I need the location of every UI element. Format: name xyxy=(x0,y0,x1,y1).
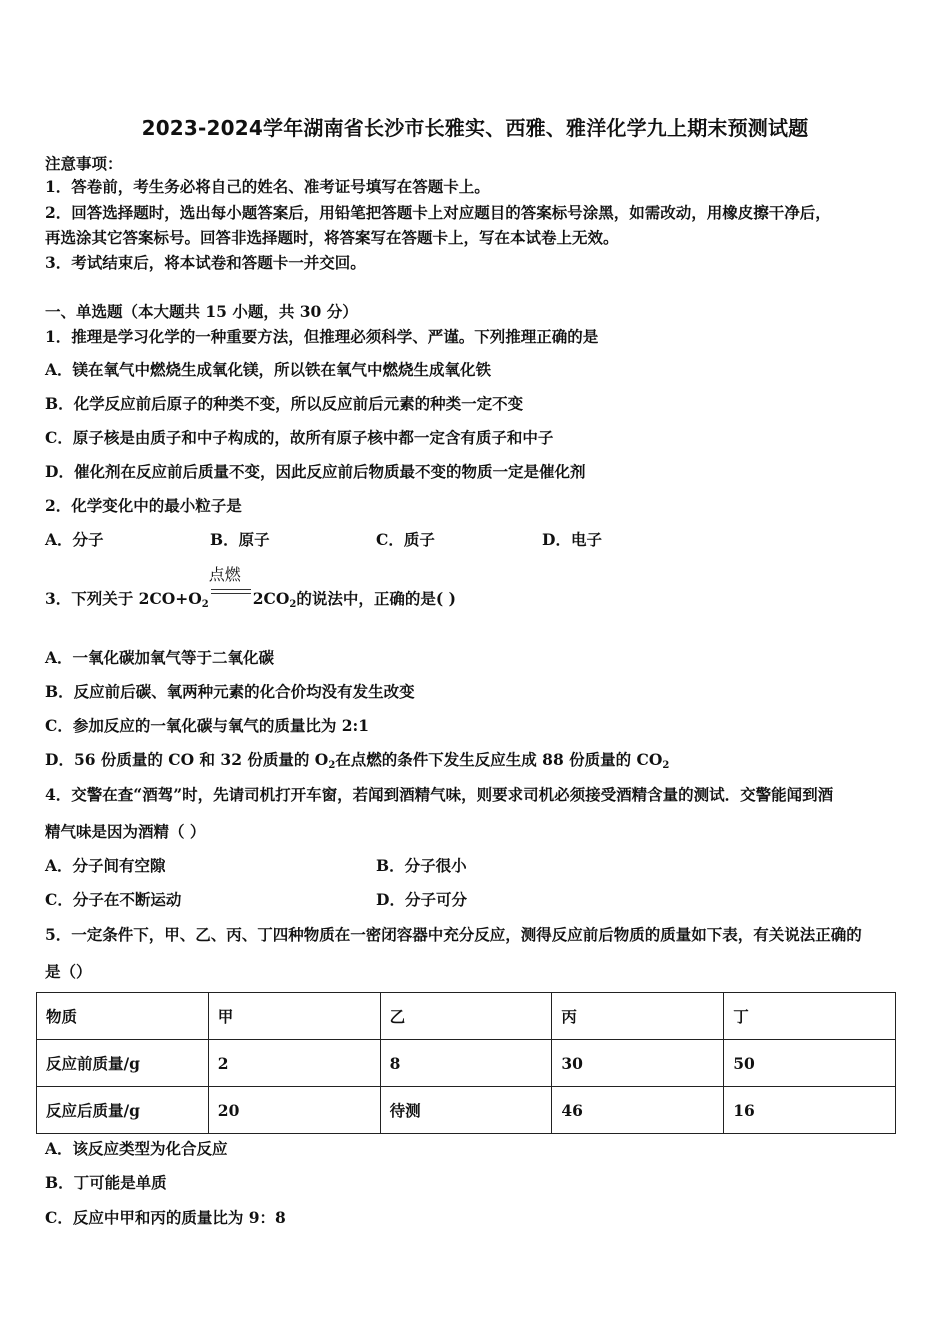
table-cell: 30 xyxy=(552,1040,724,1087)
section-heading: 一、单选题（本大题共 15 小题，共 30 分） xyxy=(45,302,358,321)
table-row xyxy=(37,993,896,1040)
table-row xyxy=(37,1040,896,1087)
table-cell: 16 xyxy=(724,1087,896,1134)
notice-item-2: 2．回答选择题时，选出每小题答案后，用铅笔把答题卡上对应题目的答案标号涂黑，如需改动，用橡皮擦干净后， xyxy=(45,203,831,222)
q3-sub-2: 2 xyxy=(289,599,297,610)
table-cell: 甲 xyxy=(208,993,380,1040)
q4-option-a: A．分子间有空隙 xyxy=(45,856,166,875)
table-cell: 待测 xyxy=(380,1087,552,1134)
table-row xyxy=(37,1087,896,1134)
table-cell: 2 xyxy=(208,1040,380,1087)
q3-option-d-sub-2: 2 xyxy=(662,760,670,771)
q5-option-a: A．该反应类型为化合反应 xyxy=(45,1139,228,1158)
q3-option-b: B．反应前后碳、氧两种元素的化合价均没有发生改变 xyxy=(45,682,415,701)
page-title: 2023-2024学年湖南省长沙市长雅实、西雅、雅洋化学九上期末预测试题 xyxy=(141,116,809,140)
q4-option-c: C．分子在不断运动 xyxy=(45,890,182,909)
q4-option-d: D．分子可分 xyxy=(376,890,467,909)
table-cell: 50 xyxy=(724,1040,896,1087)
q1-stem: 1．推理是学习化学的一种重要方法，但推理必须科学、严谨。下列推理正确的是 xyxy=(45,327,599,346)
table-cell: 46 xyxy=(552,1087,724,1134)
q3-stem xyxy=(45,565,456,615)
q5-option-b: B．丁可能是单质 xyxy=(45,1173,167,1192)
q1-option-c: C．原子核是由质子和中子构成的，故所有原子核中都一定含有质子和中子 xyxy=(45,428,554,447)
table-cell: 20 xyxy=(208,1087,380,1134)
q4-stem-line-2: 精气味是因为酒精（ ） xyxy=(45,822,206,841)
q2-option-a: A．分子 xyxy=(45,530,104,549)
table-cell: 物质 xyxy=(37,993,209,1040)
q3-option-c: C．参加反应的一氧化碳与氧气的质量比为 2:1 xyxy=(45,716,370,735)
q3-stem-suffix: 的说法中，正确的是( ) xyxy=(296,589,456,608)
notice-item-3: 3．考试结束后，将本试卷和答题卡一并交回。 xyxy=(45,253,366,272)
table-cell: 反应前质量/g xyxy=(37,1040,209,1087)
q3-option-d-sub-1: 2 xyxy=(328,760,336,771)
q1-option-a: A．镁在氧气中燃烧生成氧化镁，所以铁在氧气中燃烧生成氧化铁 xyxy=(45,360,492,379)
table-cell: 乙 xyxy=(380,993,552,1040)
q4-option-b: B．分子很小 xyxy=(376,856,467,875)
q3-sub-1: 2 xyxy=(201,599,209,610)
notice-item-2-cont: 再选涂其它答案标号。回答非选择题时，将答案写在答题卡上，写在本试卷上无效。 xyxy=(45,228,619,247)
q3-product: 2CO xyxy=(252,589,290,608)
table-cell: 反应后质量/g xyxy=(37,1087,209,1134)
notice-item-1: 1．答卷前，考生务必将自己的姓名、准考证号填写在答题卡上。 xyxy=(45,177,490,196)
equation-arrow xyxy=(208,565,251,609)
mass-table xyxy=(36,992,896,1134)
q1-option-d: D．催化剂在反应前后质量不变，因此反应前后物质最不变的物质一定是催化剂 xyxy=(45,462,586,481)
q2-stem: 2．化学变化中的最小粒子是 xyxy=(45,496,242,515)
q1-option-b: B．化学反应前后原子的种类不变，所以反应前后元素的种类一定不变 xyxy=(45,394,524,413)
q3-option-d-mid: 在点燃的条件下发生反应生成 88 份质量的 CO xyxy=(335,750,663,769)
notice-heading: 注意事项： xyxy=(45,154,123,173)
q3-option-d xyxy=(45,750,669,776)
q2-option-c: C．质子 xyxy=(376,530,435,549)
table-cell: 丁 xyxy=(724,993,896,1040)
q2-option-b: B．原子 xyxy=(210,530,270,549)
q2-option-d: D．电子 xyxy=(542,530,602,549)
table-cell: 丙 xyxy=(552,993,724,1040)
q3-option-a: A．一氧化碳加氧气等于二氧化碳 xyxy=(45,648,275,667)
q5-option-c: C．反应中甲和丙的质量比为 9：8 xyxy=(45,1208,286,1227)
table-cell: 8 xyxy=(380,1040,552,1087)
q5-stem-line-1: 5．一定条件下，甲、乙、丙、丁四种物质在一密闭容器中充分反应，测得反应前后物质的质量如下表，有关说法正确的 xyxy=(45,925,862,944)
q3-stem-prefix: 3．下列关于 2CO+O xyxy=(45,589,202,608)
q5-stem-line-2: 是（） xyxy=(45,962,92,981)
q4-stem-line-1: 4．交警在查“酒驾”时，先请司机打开车窗，若闻到酒精气味，则要求司机必须接受酒精含量的测试．交警能闻到酒 xyxy=(45,785,834,804)
reaction-condition: 点燃 xyxy=(208,565,241,584)
q3-option-d-prefix: D．56 份质量的 CO 和 32 份质量的 O xyxy=(45,750,329,769)
